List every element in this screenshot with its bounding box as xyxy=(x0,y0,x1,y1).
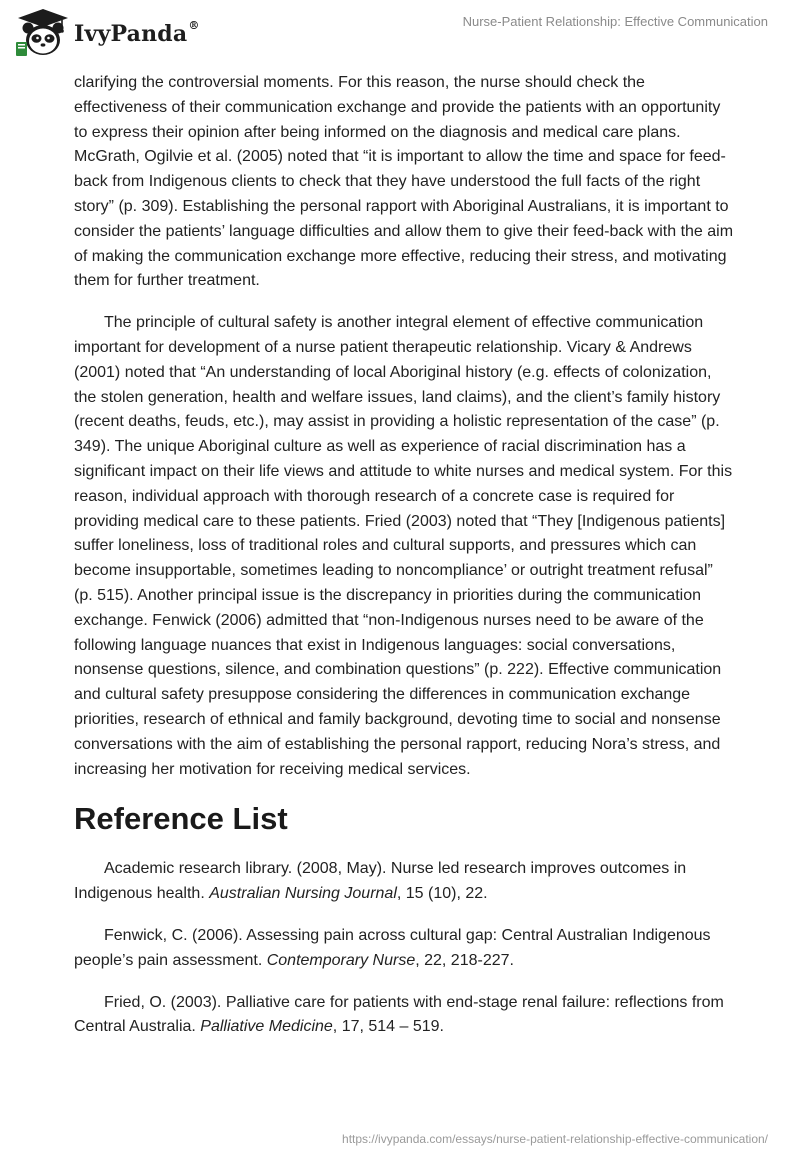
reference-item: Fried, O. (2003). Palliative care for patients with end-stage renal failure: reflections from Central Australia. Palliative Medicine, 17, 514 – 519. xyxy=(74,993,724,1036)
source-url[interactable]: https://ivypanda.com/essays/nurse-patient-relationship-effective-communication/ xyxy=(342,1132,768,1146)
body-paragraph: The principle of cultural safety is another integral element of effective communication important for development of a nurse patient therapeutic relationship. Vicary & Andrews (2001) noted that “An understanding of local Aboriginal history (e.g. effects of colonization, the stolen generation, health and welfare issues, land claims), and the client’s family history (recent deaths, feuds, etc.), may assist in providing a holistic representation of the case” (p. 349). The unique Aboriginal culture as well as experience of racial discrimination has a significant impact on their life views and attitude to white nurses and medical system. For this reason, individual approach with thorough research of a concrete case is required for providing medical care to these patients. Fried (2003) noted that “They [Indigenous patients] suffer loneliness, loss of traditional roles and cultural supports, and pressures which can become insupportable, sometimes leading to noncompliance’ or outright treatment refusal” (p. 515). Another principal issue is the discrepancy in priorities during the communication exchange. Fenwick (2006) admitted that “non-Indigenous nurses need to be aware of the following language nuances that exist in Indigenous languages: social conversations, nonsense questions, silence, and combination questions” (p. 222). Effective communication and cultural safety presuppose considering the differences in communication exchange priorities, research of ethnical and family background, devoting time to social and nonsense conversations with the aim of establishing the personal rapport, reducing Nora’s stress, and increasing her motivation for receiving medical services. xyxy=(74,314,733,778)
reference-item: Academic research library. (2008, May). Nurse led research improves outcomes in Indigenous health. Australian Nursing Journal, 15 (10), 22. xyxy=(74,860,687,903)
reference-source: Australian Nursing Journal xyxy=(209,885,397,903)
reference-list-heading: Reference List xyxy=(74,801,288,837)
logo-text: IvyPanda® xyxy=(74,18,200,47)
body-paragraph: clarifying the controversial moments. For this reason, the nurse should check the effectiveness of their communication exchange and provide the patients with an opportunity to express their opinion after being informed on the diagnosis and medical care plans. McGrath, Ogilvie et al. (2005) noted that “it is important to allow the time and space for feed-back from Indigenous clients to check that they have understood the full facts of the right story” (p. 309). Establishing the personal rapport with Aboriginal Australians, it is important to consider the patients’ language difficulties and allow them to give their feed-back with the aim of making the communication exchange more effective, reducing their stress, and motivating them for further treatment. xyxy=(74,74,734,290)
essay-content xyxy=(74,71,734,1057)
site-logo[interactable] xyxy=(16,8,200,58)
panda-graduate-icon xyxy=(16,8,70,58)
page-header xyxy=(0,0,800,64)
reference-item: Fenwick, C. (2006). Assessing pain across cultural gap: Central Australian Indigenous people’s pain assessment. Contemporary Nurse, 22, 218-227. xyxy=(74,926,711,969)
reference-source: Palliative Medicine xyxy=(200,1018,333,1036)
document-title: Nurse-Patient Relationship: Effective Communication xyxy=(462,14,768,29)
reference-source: Contemporary Nurse xyxy=(266,951,416,969)
